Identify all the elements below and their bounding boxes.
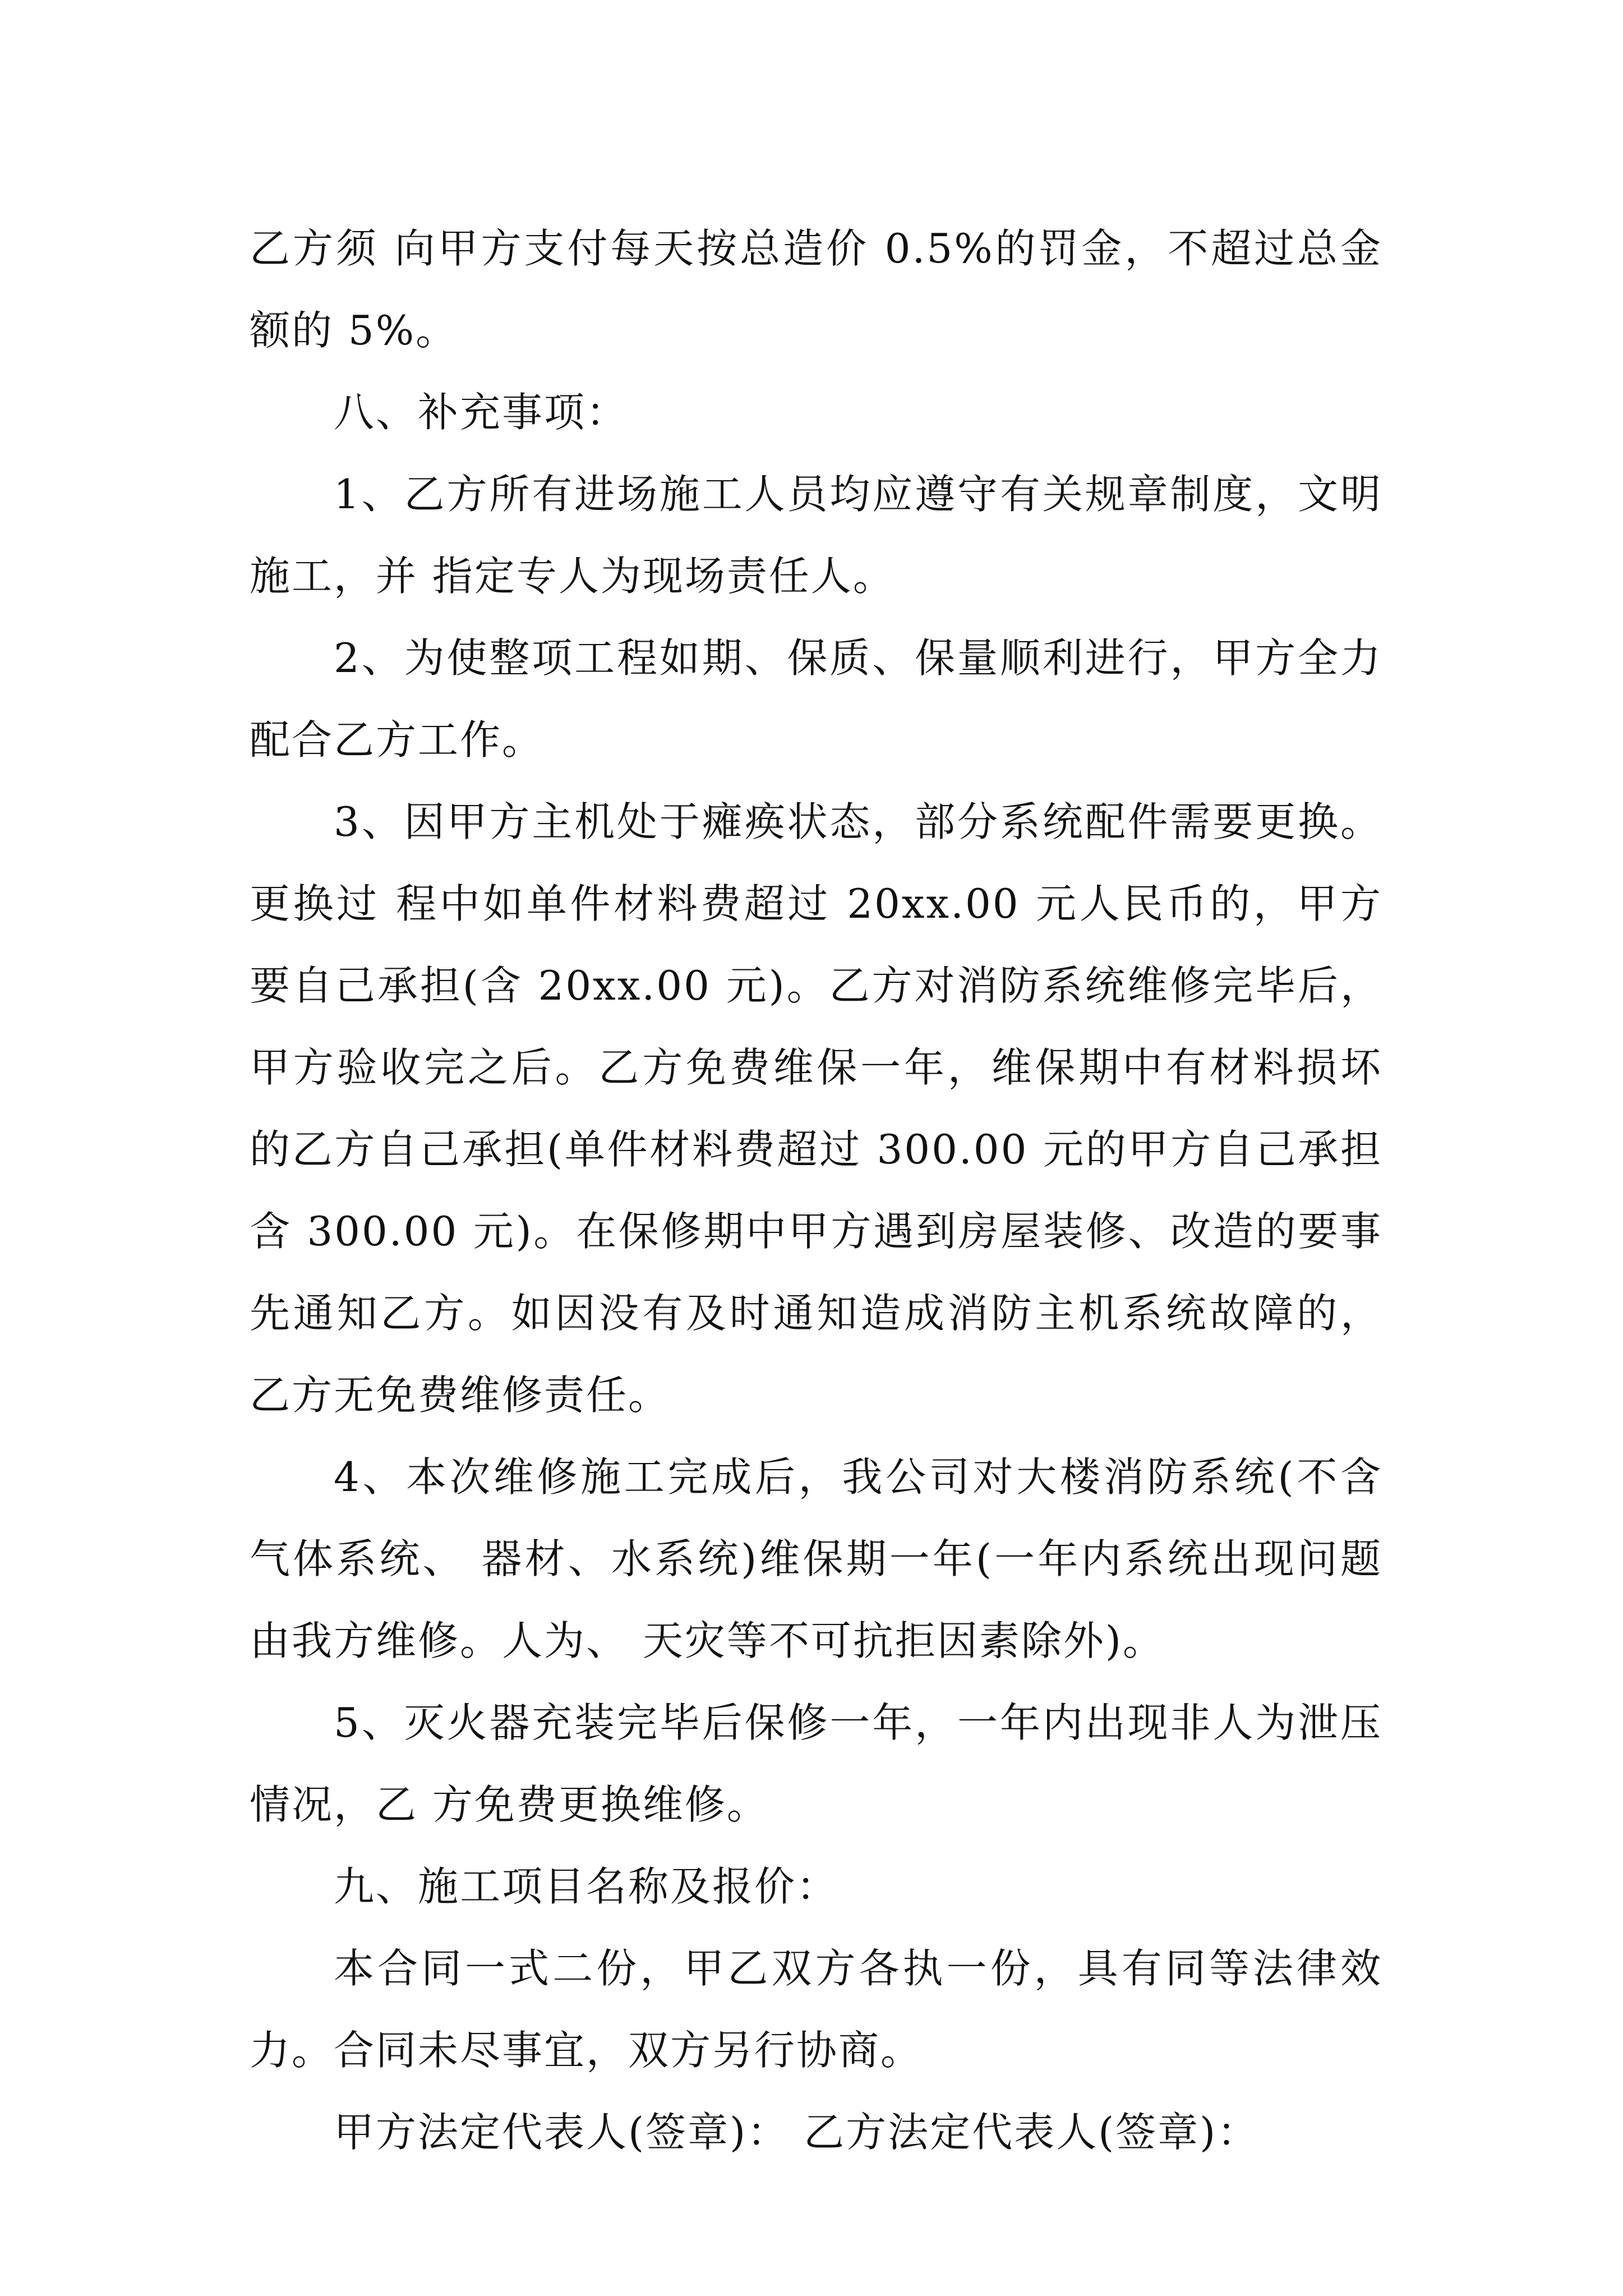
paragraph-item-1: 1、乙方所有进场施工人员均应遵守有关规章制度，文明施工，并 指定专人为现场责任人。 [250,471,1382,600]
signature-line: 甲方法定代表人(签章)： 乙方法定代表人(签章)： [334,2109,1260,2156]
paragraph-item-3: 3、因甲方主机处于瘫痪状态，部分系统配件需要更换。更换过 程中如单件材料费超过 20xx.00 元人民币的，甲方要自己承担(含 20xx.00 元)。乙方对消防系统维修完毕后，甲方验收完之后。乙方免费维保一年，维保期中有材料损坏的乙方自己承担(单件材料费超过 300.00 元的甲方自己承担含 300.00 元)。在保修期中甲方遇到房屋装修、改造的要事先通知乙方。如因没有及时通知造成消防主机系统故障的，乙方无免费维修责任。 [250,798,1382,1419]
document-body [250,208,1382,2173]
paragraph-item-5: 5、灭火器充装完毕后保修一年，一年内出现非人为泄压情况，乙 方免费更换维修。 [250,1699,1382,1828]
paragraph-penalty-clause: 乙方须 向甲方支付每天按总造价 0.5%的罚金，不超过总金额的 5%。 [250,225,1382,354]
paragraph-contract-copies: 本合同一式二份，甲乙双方各执一份，具有同等法律效力。合同未尽事宜，双方另行协商。 [250,1945,1382,2074]
section-heading-project-quote: 九、施工项目名称及报价： [334,1863,839,1910]
paragraph-item-2: 2、为使整项工程如期、保质、保量顺利进行，甲方全力配合乙方工作。 [250,634,1382,763]
paragraph-item-4: 4、本次维修施工完成后，我公司对大楼消防系统(不含气体系统、 器材、水系统)维保期一年(一年内系统出现问题由我方维修。人为、 天灾等不可抗拒因素除外)。 [250,1453,1382,1664]
section-heading-supplementary: 八、补充事项： [334,389,629,436]
